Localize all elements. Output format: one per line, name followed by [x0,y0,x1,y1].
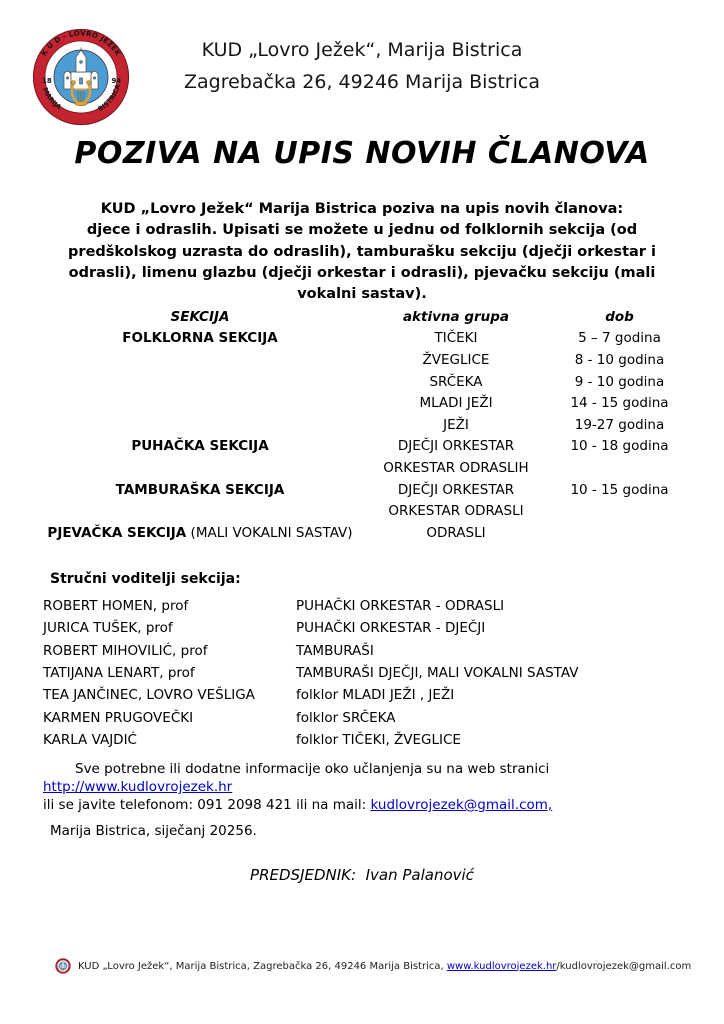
leader-role: folklor SRČEKA [296,709,396,726]
group-cell: DJEČJI ORKESTAR [397,438,515,455]
leader-role: TAMBURAŠI DJEČJI, MALI VOKALNI SASTAV [296,665,579,682]
section-cell: PUHAČKA SEKCIJA [131,438,269,455]
group-cell: DJEČJI ORKESTAR [397,481,515,498]
intro-line: predškolskog uzrasta do odraslih), tamburašku sekciju (dječji orkestar i [68,243,656,260]
list-item [43,595,579,617]
intro-line: djece i odraslih. Upisati se možete u jednu od folklornih sekcija (od [86,222,638,239]
table-row [40,328,687,350]
org-address-line: Zagrebačka 26, 49246 Marija Bistrica [184,71,540,93]
list-item [43,729,579,751]
group-cell: ŽVEGLICE [422,351,490,368]
age-cell: 14 - 15 godina [570,395,669,412]
table-row [40,371,687,393]
age-cell: 9 - 10 godina [574,373,665,390]
age-cell: 19-27 godina [574,416,665,433]
leader-name: KARLA VAJDIĆ [43,731,137,748]
list-item [43,617,579,639]
group-cell: ORKESTAR ODRASLIH [383,459,529,476]
table-row [40,500,687,522]
column-header-group: aktivna grupa [402,308,510,325]
list-item [43,640,579,662]
age-cell: 10 - 18 godina [570,438,669,455]
section-cell: PJEVAČKA SEKCIJA (MALI VOKALNI SASTAV) [47,524,353,541]
age-cell: 8 - 10 godina [574,351,665,368]
leader-name: KARMEN PRUGOVEČKI [43,709,194,726]
org-name-line: KUD „Lovro Ježek“, Marija Bistrica [201,39,523,61]
intro-line: KUD „Lovro Ježek“ Marija Bistrica poziva na upis novih članova: [100,201,624,217]
leader-role: PUHAČKI ORKESTAR - ODRASLI [296,598,505,615]
list-item [43,662,579,684]
president-line: PREDSJEDNIK: Ivan Palanović [250,866,474,884]
table-row [40,349,687,371]
footer-text [78,961,691,972]
page-title: POZIVA NA UPIS NOVIH ČLANOVA [74,136,650,171]
table-row [40,479,687,501]
group-cell: JEŽI [443,416,469,433]
table-header-row [40,306,687,328]
leader-name: JURICA TUŠEK, prof [43,620,173,637]
group-cell: TIČEKI [434,330,478,347]
org-header [0,34,724,98]
footer-address: KUD „Lovro Ježek“, Marija Bistrica, Zagrebačka 26, 49246 Marija Bistrica, [78,960,447,972]
list-item [43,684,579,706]
group-cell: SRČEKA [429,373,483,390]
leaders-list [43,595,579,751]
page-footer [55,958,714,974]
list-item [43,706,579,728]
age-cell: 5 – 7 godina [578,330,661,347]
leader-role: TAMBURAŠI [296,642,374,659]
section-cell: TAMBURAŠKA SEKCIJA [115,481,285,498]
leader-role: folklor TIČEKI, ŽVEGLICE [296,731,461,748]
website-link[interactable]: http://www.kudlovrojezek.hr [43,779,233,795]
leaders-heading: Stručni voditelji sekcija: [50,571,241,587]
intro-line: vokalni sastav). [297,286,427,303]
intro-paragraph [0,199,724,305]
footer-email: /kudlovrojezek@gmail.com [556,960,692,972]
group-cell: MLADI JEŽI [419,395,493,412]
section-cell: FOLKLORNA SEKCIJA [122,330,278,347]
contact-text: ili se javite telefonom: 091 2098 421 ili na mail: [43,797,371,813]
sections-table [40,306,687,544]
column-header-section: SEKCIJA [170,308,230,325]
table-row [40,457,687,479]
group-cell: ODRASLI [426,524,486,541]
contact-text: Sve potrebne ili dodatne informacije oko učlanjenja su na web stranici [75,761,550,777]
leader-name: TATIJANA LENART, prof [43,665,195,682]
leader-name: TEA JANČINEC, LOVRO VEŠLIGA [43,687,255,704]
kud-logo-small-icon [55,958,71,974]
group-cell: ORKESTAR ODRASLI [388,503,524,520]
column-header-age: dob [605,308,634,325]
footer-website-link[interactable]: www.kudlovrojezek.hr [446,960,557,972]
contact-paragraph [43,760,703,814]
age-cell: 10 - 15 godina [570,481,669,498]
leader-role: PUHAČKI ORKESTAR - DJEČJI [296,620,486,637]
date-line: Marija Bistrica, siječanj 20256. [50,823,257,839]
leader-name: ROBERT HOMEN, prof [43,598,189,615]
table-row [40,522,687,544]
leader-role: folklor MLADI JEŽI , JEŽI [296,687,455,704]
intro-line: odrasli), limenu glazbu (dječji orkestar i odrasli), pjevačku sekciju (mali [68,264,656,281]
table-row [40,392,687,414]
leader-name: ROBERT MIHOVILIĆ, prof [43,642,208,659]
email-link[interactable]: kudlovrojezek@gmail.com, [370,797,553,813]
table-row [40,414,687,436]
table-row [40,436,687,458]
